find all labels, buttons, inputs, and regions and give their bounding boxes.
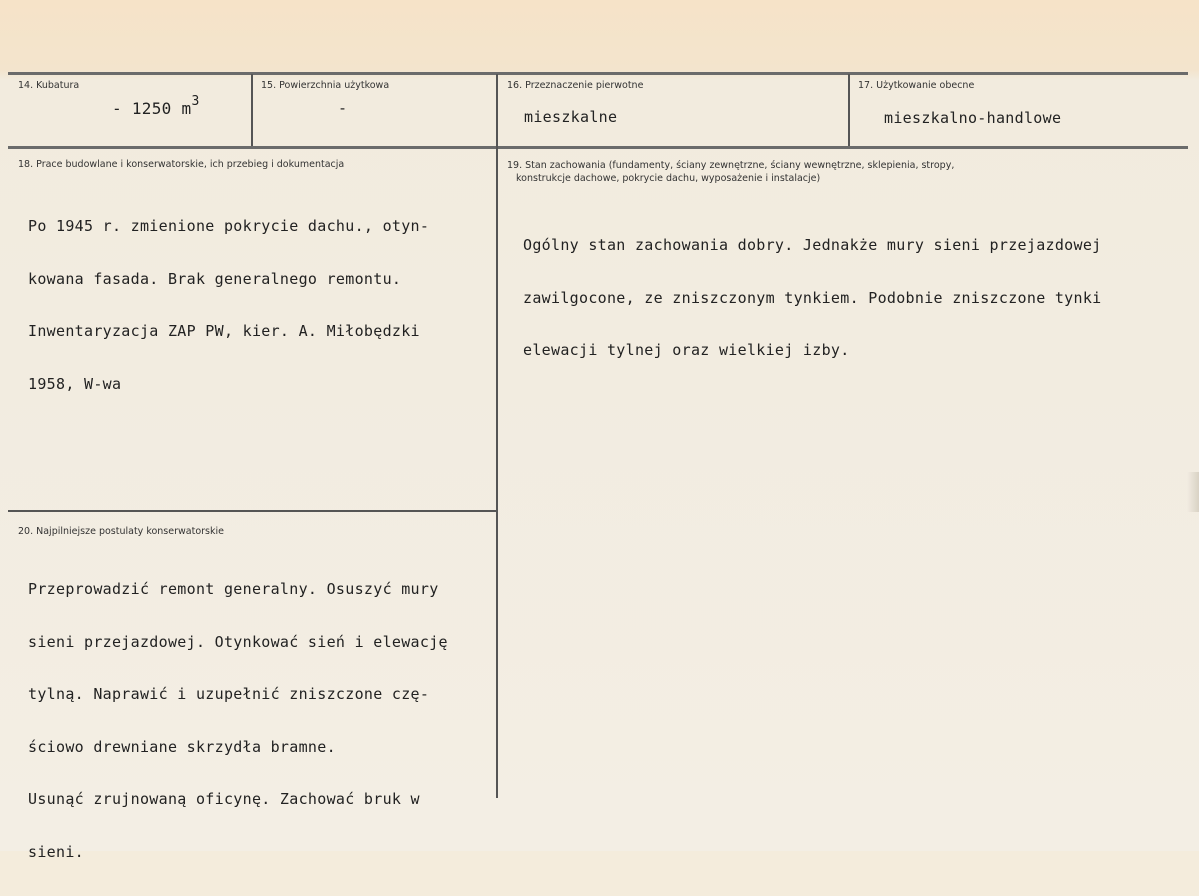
field-19-line: elewacji tylnej oraz wielkiej izby.	[523, 341, 850, 359]
section-divider-20	[8, 510, 496, 512]
field-20-line: sieni.	[28, 842, 84, 861]
divider-16-17	[848, 74, 850, 146]
field-18-label: 18. Prace budowlane i konserwatorskie, ich przebieg i dokumentacja	[18, 159, 345, 170]
field-20-label: 20. Najpilniejsze postulaty konserwatorskie	[18, 526, 224, 537]
field-20-line: Przeprowadzić remont generalny. Osuszyć mury	[28, 580, 439, 598]
field-15-value: -	[338, 99, 348, 117]
field-20-line: sieni przejazdowej. Otynkować sień i elewację	[28, 632, 448, 651]
field-19-line: Ogólny stan zachowania dobry. Jednakże mury sieni przejazdowej	[523, 236, 1102, 254]
field-19-text	[523, 202, 1102, 395]
field-19-label-line2: konstrukcje dachowe, pokrycie dachu, wyposażenie i instalacje)	[516, 173, 821, 184]
card-edge-shadow	[1187, 472, 1199, 512]
field-14-label: 14. Kubatura	[18, 80, 80, 91]
field-19-line: zawilgocone, ze zniszczonym tynkiem. Podobnie zniszczone tynki	[523, 288, 1102, 307]
field-20-line: ściowo drewniane skrzydła bramne.	[28, 737, 336, 756]
divider-14-15	[251, 74, 253, 146]
field-15-label: 15. Powierzchnia użytkowa	[261, 80, 390, 91]
top-rule	[8, 72, 1188, 75]
field-20-text	[28, 546, 448, 896]
field-18-line: Po 1945 r. zmienione pokrycie dachu., otyn-	[28, 217, 430, 235]
row1-bottom-rule	[8, 146, 1188, 149]
field-20-line: Usunąć zrujnowaną oficynę. Zachować bruk w	[28, 790, 420, 808]
field-14-value: - 1250 $m^3$	[112, 94, 200, 118]
field-19-label-line1: 19. Stan zachowania (fundamenty, ściany zewnętrzne, ściany wewnętrzne, sklepienia, stropy,	[507, 160, 955, 171]
field-18-text	[28, 183, 429, 428]
divider-15-16	[496, 74, 498, 798]
field-16-value: mieszkalne	[524, 108, 618, 126]
field-17-value: mieszkalno-handlowe	[884, 109, 1062, 127]
field-16-label: 16. Przeznaczenie pierwotne	[507, 80, 644, 91]
field-18-line: 1958, W-wa	[28, 374, 122, 393]
field-20-line: tylną. Naprawić i uzupełnić zniszczone czę-	[28, 685, 430, 703]
field-18-line: kowana fasada. Brak generalnego remontu.	[28, 269, 402, 288]
field-18-line: Inwentaryzacja ZAP PW, kier. A. Miłobędzki	[28, 322, 420, 340]
field-17-label: 17. Użytkowanie obecne	[858, 80, 975, 91]
